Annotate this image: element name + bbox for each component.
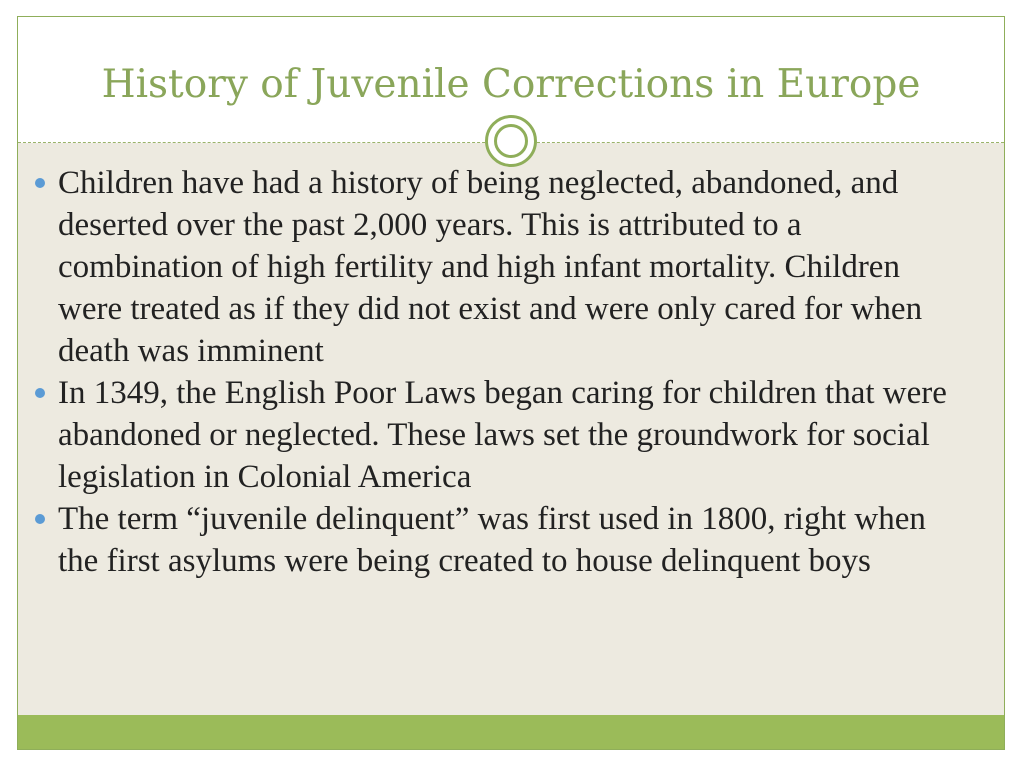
bullet-dot-icon <box>35 514 45 524</box>
bullet-dot-icon <box>35 388 45 398</box>
bullet-item <box>58 372 970 498</box>
inner-ring <box>494 124 528 158</box>
bullet-list <box>58 162 970 582</box>
double-ring-icon <box>485 115 537 167</box>
bullet-text: Children have had a history of being neglected, abandoned, and deserted over the past 2,000 years. This is attributed to a combination of high fertility and high infant mortality. Children were treated as if they did not exist and were only cared for when death was imminent <box>58 165 923 369</box>
slide-title: History of Juvenile Corrections in Europe <box>101 62 921 107</box>
bullet-item <box>58 498 970 582</box>
bullet-text: In 1349, the English Poor Laws began caring for children that were abandoned or neglected. These laws set the groundwork for social legislation in Colonial America <box>58 375 947 495</box>
bullet-dot-icon <box>35 178 45 188</box>
bullet-item <box>58 162 970 372</box>
bullet-text: The term “juvenile delinquent” was first used in 1800, right when the first asylums were being created to house delinquent boys <box>58 501 926 579</box>
footer-bar <box>18 715 1004 749</box>
